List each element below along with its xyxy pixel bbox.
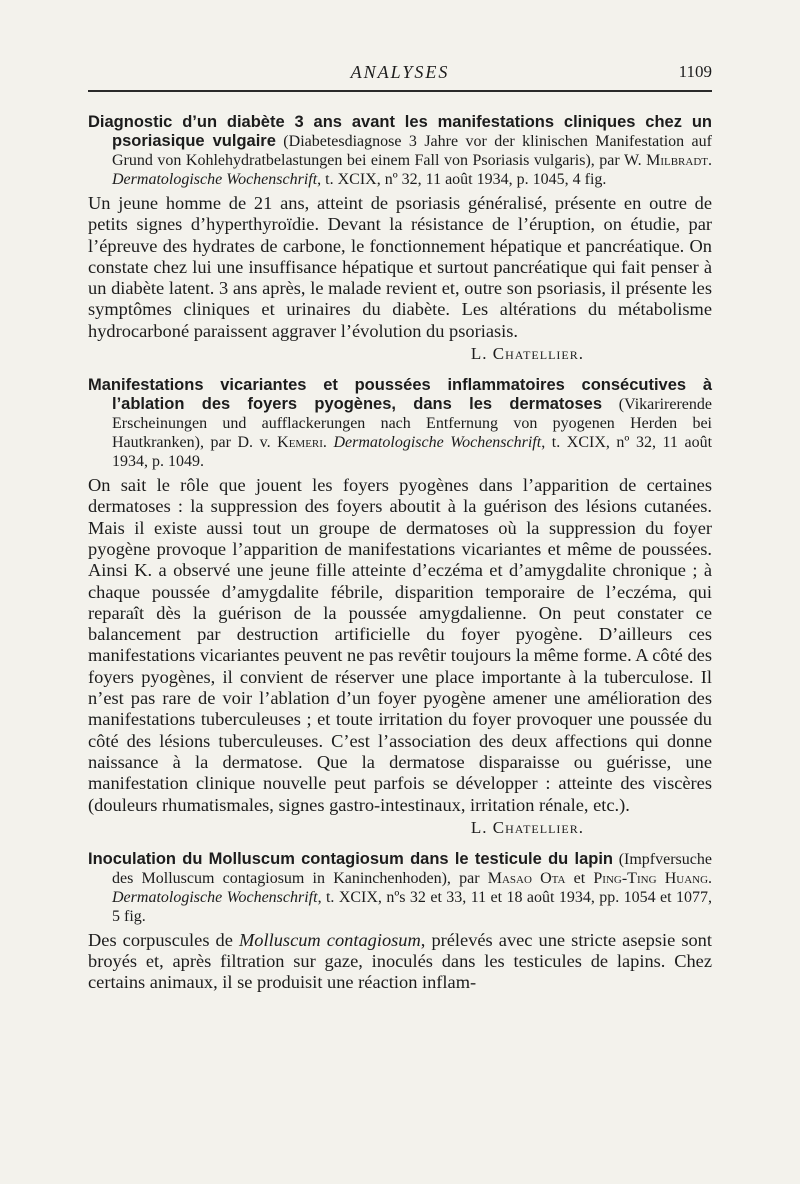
article-title: Diagnostic d’un diabète 3 ans avant les manifestations cliniques chez un psoriasique vulgaire <box>88 113 712 150</box>
page-header <box>88 62 712 96</box>
article-molluscum-contagiosum <box>88 850 712 994</box>
body-text-continued: , prélevés avec une stricte asepsie sont broyés et, après filtration sur gaze, inoculés dans les testicules de lapins. Chez certains animaux, il se produisit une réaction inflam- <box>88 929 712 993</box>
reference-separator: . <box>322 434 334 452</box>
reference-separator: et <box>565 869 594 887</box>
article-manifestations-vicariantes <box>88 376 712 838</box>
article-body <box>88 475 712 816</box>
header-rule <box>88 90 712 92</box>
reference-separator: . <box>708 869 713 887</box>
reference-separator: . <box>708 152 712 169</box>
original-title-and-byline: (Diabetesdiagnose 3 Jahre vor der klinischen Manifestation auf Grund von Kohlehydratbelastungen bei einem Fall von Psoriasis vulgaris), par W. <box>112 133 712 169</box>
second-author-name: Ping-Ting Huang <box>593 869 709 887</box>
reviewer-signature <box>88 818 712 838</box>
reviewer-initial: L. <box>470 344 493 364</box>
running-title: ANALYSES <box>350 62 450 82</box>
article-reference <box>88 376 712 471</box>
author-name: Milbradt <box>646 152 708 169</box>
original-title-and-byline: (Impfversuche des Molluscum contagiosum in Kaninchenhoden), par <box>112 850 712 887</box>
reviewer-initial: L. <box>470 817 493 837</box>
text-column <box>88 113 712 1006</box>
body-text: Des corpuscules de <box>88 929 239 950</box>
article-reference <box>88 113 712 189</box>
article-body <box>88 930 712 994</box>
journal-name: Dermatologische Wochenschrift <box>112 888 318 906</box>
article-diabete-psoriasis <box>88 113 712 364</box>
body-text: Un jeune homme de 21 ans, atteint de psoriasis généralisé, présente en outre de petits signes d’hyperthyroïdie. Devant la résistance de l’éruption, on étudie, par l’épreuve des hydrates de carbone, le fonctionnement hépatique et pancréatique. On constate chez lui une insuffisance hépatique et surtout pancréatique qui fait penser à un diabète latent. 3 ans après, le malade revient et, outre son psoriasis, il présente les symptômes cliniques et urinaires du diabète. Les altérations du métabolisme hydrocarboné paraissent aggraver l’évolution du psoriasis. <box>88 193 712 341</box>
reviewer-signature <box>88 344 712 364</box>
body-text: On sait le rôle que jouent les foyers pyogènes dans l’apparition de certaines dermatoses : la suppression des foyers aboutit à la guérison des lésions cutanées. Mais il existe aussi tout un groupe de dermatoses où la suppression du foyer pyogène provoque l’apparition de manifestations vicariantes et même de poussées. Ainsi K. a observé une jeune fille atteinte d’eczéma et d’amygdalite chronique ; à chaque poussée d’amygdalite fébrile, disparition temporaire de l’eczéma, qui reparaît dès la guérison de la poussée amygdalienne. On peut constater ce balancement par destruction artificielle du foyer pyogène. D’ailleurs ces manifestations vicariantes peuvent ne pas revêtir toujours la même forme. A côté des foyers pyogènes, il convient de réserver une place importante à la tuberculose. Il n’est pas rare de voir l’ablation d’un foyer pyogène amener une amélioration des manifestations tuberculeuses ; et toute irritation du foyer provoquer une poussée du côté des lésions tuberculeuses. C’est l’association des deux affections qui donne naissance à la dermatose. Que la dermatose disparaisse ou guérisse, une manifestation clinique nouvelle peut parfois se développer : atteinte des viscères (douleurs rhumatismales, signes gastro-intestinaux, irritation rénale, etc.). <box>88 475 712 815</box>
article-reference <box>88 850 712 926</box>
article-title: Manifestations vicariantes et poussées inflammatoires consécutives à l’ablation des foyers pyogènes, dans les dermatoses <box>88 376 712 414</box>
body-text-italic: Molluscum contagiosum <box>238 929 421 950</box>
citation-details: , t. XCIX, nºs 32 et 33, 11 et 18 août 1934, pp. 1054 et 1077, 5 fig. <box>112 888 712 925</box>
article-title: Inoculation du Molluscum contagiosum dans le testicule du lapin <box>88 849 614 868</box>
page-number: 1109 <box>678 62 712 81</box>
citation-details: , t. XCIX, nº 32, 11 août 1934, p. 1045, 4 fig. <box>317 171 607 188</box>
reviewer-name: Chatellier. <box>492 817 584 837</box>
journal-name: Dermatologische Wochenschrift <box>112 171 318 188</box>
author-name: Kemeri <box>277 434 323 452</box>
author-name: Masao Ota <box>487 869 566 887</box>
journal-name: Dermatologische Wochenschrift <box>333 434 542 452</box>
article-body <box>88 193 712 342</box>
citation-details: , t. XCIX, nº 32, 11 août 1934, p. 1049. <box>112 434 713 471</box>
original-title-and-byline: (Vikarirerende Erscheinungen und aufflackerungen nach Entfernung von pyogenen Herden bei Hautkranken), par D. v. <box>112 396 712 452</box>
reviewer-name: Chatellier. <box>492 344 584 364</box>
